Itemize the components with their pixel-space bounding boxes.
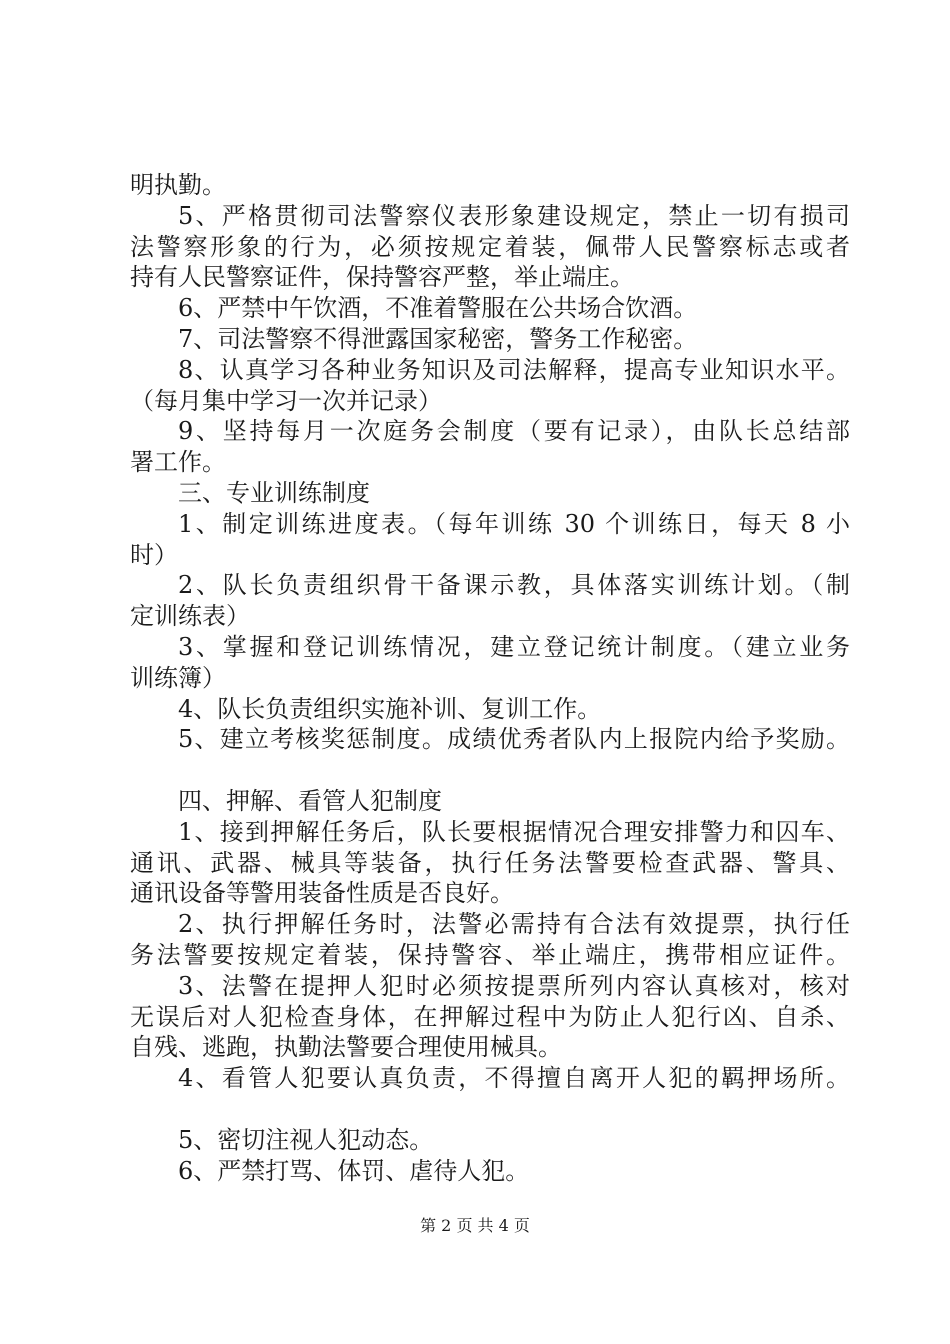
blank-line	[130, 755, 850, 786]
page-footer: 第 2 页 共 4 页	[420, 1216, 530, 1235]
text-line: 无误后对人犯检查身体，在押解过程中为防止人犯行凶、自杀、	[130, 1002, 850, 1031]
text-line: 自残、逃跑，执勤法警要合理使用械具。	[130, 1033, 562, 1062]
text-line: 3、法警在提押人犯时必须按提票所列内容认真核对，核对	[178, 971, 850, 1000]
text-line: 5、严格贯彻司法警察仪表形象建设规定，禁止一切有损司	[178, 201, 850, 230]
text-line: 8、认真学习各种业务知识及司法解释，提高专业知识水平。	[178, 355, 850, 384]
text-line: 明执勤。	[130, 171, 226, 199]
text-line: 6、严禁打骂、体罚、虐待人犯。	[178, 1156, 530, 1185]
text-line: 9、坚持每月一次庭务会制度（要有记录），由队长总结部	[178, 417, 850, 446]
text-line: 4、看管人犯要认真负责，不得擅自离开人犯的羁押场所。	[178, 1064, 850, 1093]
text-line: 持有人民警察证件，保持警容严整，举止端庄。	[130, 263, 634, 292]
text-line: （每月集中学习一次并记录）	[130, 386, 442, 415]
text-line: 署工作。	[130, 448, 226, 477]
text-line: 2、队长负责组织骨干备课示教，具体落实训练计划。（制	[178, 571, 850, 600]
text-line: 通讯设备等警用装备性质是否良好。	[130, 879, 514, 908]
text-line: 5、建立考核奖惩制度。成绩优秀者队内上报院内给予奖励。	[178, 725, 850, 754]
text-line: 法警察形象的行为，必须按规定着装，佩带人民警察标志或者	[130, 232, 850, 261]
text-line: 5、密切注视人犯动态。	[178, 1125, 434, 1154]
text-line: 4、队长负责组织实施补训、复训工作。	[178, 694, 602, 723]
text-line: 务法警要按规定着装，保持警容、举止端庄，携带相应证件。	[130, 940, 850, 969]
text-line: 3、掌握和登记训练情况，建立登记统计制度。（建立业务	[178, 632, 850, 661]
text-line: 训练簿）	[130, 663, 226, 692]
text-line: 1、制定训练进度表。（每年训练 30 个训练日，每天 8 小	[178, 509, 850, 538]
text-line: 7、司法警察不得泄露国家秘密，警务工作秘密。	[178, 324, 698, 353]
text-line: 四、押解、看管人犯制度	[178, 786, 442, 815]
text-line: 三、专业训练制度	[178, 478, 370, 507]
text-line: 2、执行押解任务时，法警必需持有合法有效提票，执行任	[178, 910, 850, 939]
text-line: 6、严禁中午饮酒，不准着警服在公共场合饮酒。	[178, 294, 698, 323]
blank-line	[130, 1094, 850, 1125]
text-line: 1、接到押解任务后，队长要根据情况合理安排警力和囚车、	[178, 817, 850, 846]
document-body	[130, 170, 850, 1186]
text-line: 时）	[130, 540, 178, 569]
text-line: 定训练表）	[130, 602, 250, 631]
text-line: 通讯、武器、械具等装备，执行任务法警要检查武器、警具、	[130, 848, 850, 877]
